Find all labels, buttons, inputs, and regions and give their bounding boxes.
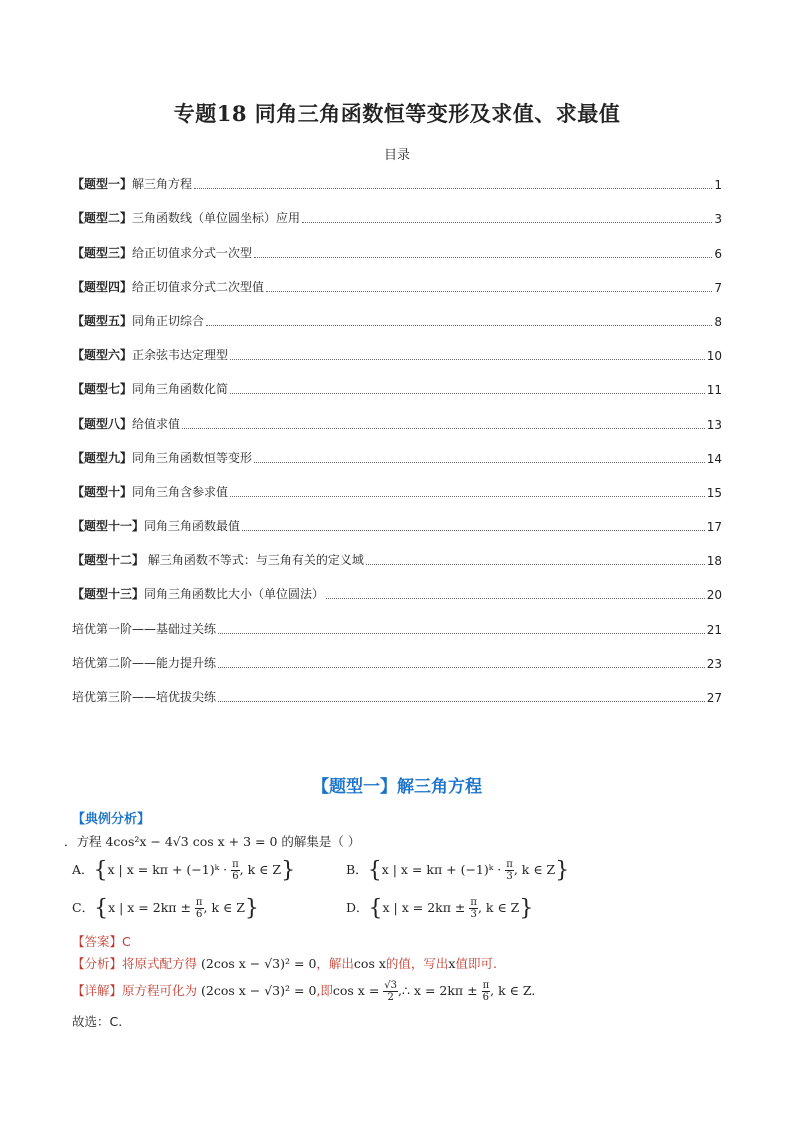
option-c-label: C． [72,900,95,915]
toc-entry[interactable] [72,226,722,260]
toc-entry[interactable] [72,363,722,397]
option-c-tail: , k ∈ Z [203,900,245,915]
toc-entry[interactable] [72,261,722,295]
toc-entry-page: 13 [706,417,722,432]
toc-entry[interactable] [72,192,722,226]
toc-entry[interactable] [72,432,722,466]
detail-math-3: ,∴ x = 2kπ ± [398,983,482,998]
toc-entry[interactable] [72,466,722,500]
option-d-label: D． [346,900,369,915]
detail-line [72,980,535,1003]
toc-entry-text: 给值求值 [132,416,181,431]
toc-entry-label [72,312,204,329]
toc-entry-text: 解三角函数不等式：与三角有关的定义域 [144,553,364,568]
toc-entry-page: 27 [706,691,722,705]
analysis-text-d: 值即可. [455,956,497,971]
option-b-label: B． [346,862,368,877]
option-c-den: 6 [196,909,203,920]
option-d-tail: , k ∈ Z [477,900,520,915]
toc-entry-text: 同角三角函数比大小（单位圆法） [144,587,325,602]
detail-math-2: cos x = [332,983,384,998]
toc-entry-text: 培优第一阶——基础过关练 [72,621,217,636]
option-c [72,896,259,921]
analysis-text-a: 将原式配方得 [122,956,201,971]
toc-entry-label [72,551,364,568]
option-b-body: x | x = kπ + (−1)ᵏ · [381,862,506,877]
toc-entry-tag: 【题型四】 [72,279,133,294]
toc-entry-text: 同角三角含参求值 [132,484,229,499]
toc-entry[interactable] [72,637,722,671]
toc-entry-label [72,654,216,671]
toc-entry[interactable] [72,671,722,705]
document-title: 专题18 同角三角函数恒等变形及求值、求最值 [173,101,621,126]
option-d-body: x | x = 2kπ ± [382,900,470,915]
detail-fraction-2 [482,980,491,1003]
toc-leader-dots [266,291,712,292]
analysis-text-b: ，解出 [316,956,354,971]
detail-math-4: , k ∈ Z. [490,983,536,998]
brace-open-icon: { [93,858,108,883]
toc-entry-text: 同角正切综合 [132,313,205,328]
toc-leader-dots [218,633,705,634]
toc-entry-text: 给正切值求分式二次型值 [132,279,265,294]
toc-entry-text: 同角三角函数恒等变形 [132,450,253,465]
option-d-fraction [469,897,478,920]
toc-heading: 目录 [383,148,410,163]
option-a-fraction [231,859,240,882]
toc-entry-page: 1 [714,178,722,193]
toc-entry[interactable] [72,397,722,431]
toc-entry-page: 21 [706,622,722,637]
analysis-math: (2cos x − √3)² = 0 [201,956,317,971]
brace-open-icon: { [94,896,109,921]
option-d [346,896,533,921]
toc-leader-dots [254,462,705,463]
toc-entry-tag: 【题型十一】 [72,519,145,534]
toc-entry[interactable] [72,329,722,363]
toc-entry[interactable] [72,568,722,602]
answer-tag: 【答案】 [72,934,123,949]
analysis-tag: 【分析】 [72,956,123,971]
option-c-body: x | x = 2kπ ± [108,900,195,915]
conclusion-line: 故选：C. [72,1014,123,1029]
toc-entry-page: 3 [714,212,722,227]
toc-entry-tag: 【题型十三】 [72,587,145,602]
toc-entry-label [72,244,252,261]
option-a [72,858,295,883]
toc-entry[interactable] [72,500,722,534]
toc-entry-text: 正余弦韦达定理型 [132,348,229,363]
toc-entry-page: 18 [706,554,722,569]
toc-entry-label [72,585,324,602]
toc-entry-page: 17 [706,520,722,535]
toc-entry-page: 11 [706,383,722,398]
brace-close-icon: } [244,896,259,921]
toc-entry-page: 6 [714,246,722,261]
detail-text-b: ,即 [316,983,333,998]
toc-entry-text: 培优第三阶——培优拔尖练 [72,690,217,704]
toc-entry-text: 三角函数线（单位圆坐标）应用 [132,211,301,226]
toc-entry-page: 10 [706,349,722,364]
analysis-math-3: x [448,956,456,971]
detail-math: (2cos x − √3)² = 0 [201,983,317,998]
toc-entry-tag: 【题型六】 [72,348,133,363]
option-b [346,858,569,883]
toc-entry-label [72,449,252,466]
table-of-contents [72,158,722,705]
toc-entry-text: 解三角方程 [132,177,193,192]
option-a-label: A． [72,862,94,877]
toc-entry-page: 7 [714,280,722,295]
option-b-den: 3 [506,871,513,882]
toc-leader-dots [254,257,712,258]
toc-entry-label [72,688,216,705]
brace-close-icon: } [281,858,296,883]
option-b-tail: , k ∈ Z [513,862,556,877]
toc-entry-page: 20 [706,588,722,603]
section-title: 【题型一】解三角方程 [312,777,482,797]
toc-leader-dots [230,359,705,360]
example-tag: 【典例分析】 [72,812,151,827]
toc-entry[interactable] [72,295,722,329]
brace-close-icon: } [555,858,570,883]
toc-entry-label [72,278,264,295]
detail-num: √3 [384,980,398,991]
answer-value: C [122,934,131,949]
analysis-math-2: cos x [353,956,386,971]
option-c-fraction [195,897,204,920]
toc-entry[interactable] [72,158,722,192]
toc-entry-page: 14 [706,451,722,466]
toc-leader-dots [182,428,705,429]
toc-entry-tag: 【题型一】 [72,177,133,192]
toc-entry-tag: 【题型七】 [72,382,133,397]
toc-entry-label [72,483,228,500]
option-d-num: π [470,897,477,908]
toc-leader-dots [230,393,705,394]
toc-entry-page: 15 [706,485,722,500]
toc-entry-tag: 【题型九】 [72,450,133,465]
detail-text-a: 原方程可化为 [122,983,201,998]
toc-leader-dots [366,564,705,565]
brace-open-icon: { [367,858,382,883]
option-c-num: π [195,897,203,908]
toc-leader-dots [194,188,712,189]
toc-leader-dots [218,667,705,668]
toc-entry-page: 23 [706,656,722,671]
option-a-den: 6 [232,871,239,882]
toc-entry-tag: 【题型三】 [72,245,133,260]
detail-den: 2 [387,992,394,1003]
toc-entry-page: 8 [714,314,722,329]
toc-entry-text: 同角三角函数化简 [132,382,229,397]
toc-entry-tag: 【题型十二】 [72,553,145,568]
toc-entry-tag: 【题型五】 [72,313,133,328]
toc-entry-label [72,380,228,397]
toc-entry-label [72,415,180,432]
option-a-num: π [232,859,239,870]
toc-leader-dots [302,222,712,223]
analysis-text-c: 的值，写出 [385,956,449,971]
toc-leader-dots [242,530,705,531]
toc-entry-text: 培优第二阶——能力提升练 [72,655,217,670]
toc-entry-label [72,620,216,637]
toc-entry-text: 给正切值求分式一次型 [132,245,253,260]
toc-entry[interactable] [72,534,722,568]
toc-entry-label [72,517,240,534]
option-b-num: π [506,859,513,870]
toc-entry-tag: 【题型二】 [72,211,133,226]
toc-leader-dots [326,598,705,599]
analysis-line [72,954,497,972]
option-d-den: 3 [470,909,477,920]
option-a-body: x | x = kπ + (−1)ᵏ · [107,862,232,877]
toc-entry-label [72,209,300,226]
toc-leader-dots [218,701,705,702]
detail-fraction [383,980,398,1003]
toc-leader-dots [206,325,712,326]
toc-entry-tag: 【题型八】 [72,416,133,431]
brace-open-icon: { [368,896,383,921]
option-b-fraction [505,859,514,882]
toc-entry-label [72,346,228,363]
toc-entry[interactable] [72,602,722,636]
brace-close-icon: } [519,896,534,921]
toc-entry-tag: 【题型十】 [72,484,133,499]
toc-leader-dots [230,496,705,497]
question-text: ．方程 4cos²x − 4√3 cos x + 3 = 0 的解集是（ ） [64,834,361,849]
detail-tag: 【详解】 [72,983,123,998]
option-a-tail: , k ∈ Z [239,862,282,877]
detail-num-2: π [482,980,490,991]
toc-entry-label [72,175,192,192]
detail-den-2: 6 [482,992,490,1003]
toc-entry-text: 同角三角函数最值 [144,519,241,534]
answer-line [72,932,131,950]
